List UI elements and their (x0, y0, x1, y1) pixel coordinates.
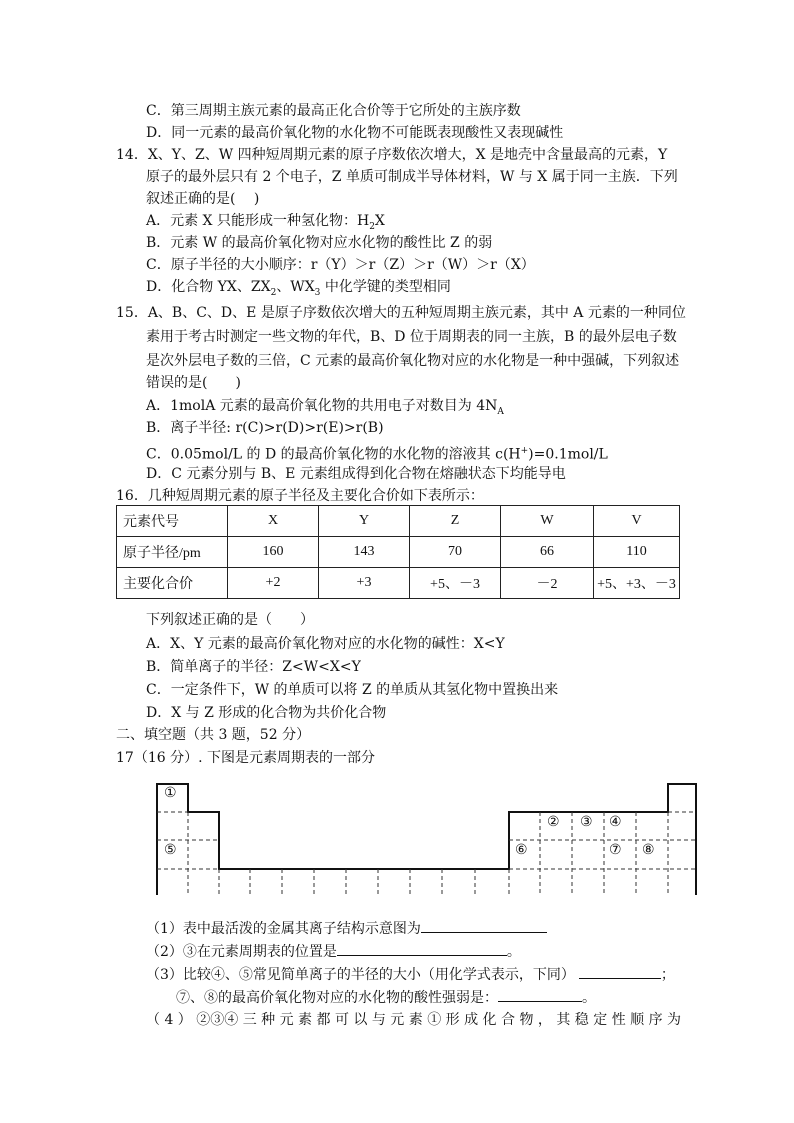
q14-option-d-sub2: 3 (314, 287, 321, 298)
q16-question: 下列叙述正确的是（ ） (146, 612, 314, 628)
q14-option-d (146, 277, 451, 303)
table-header-cell: Y (319, 506, 410, 537)
table-header-row (117, 506, 680, 537)
q14-option-d-text2: 、WX (276, 279, 315, 295)
q13-option-d: D．同一元素的最高价氧化物的水化物不可能既表现酸性又表现碱性 (146, 125, 564, 141)
q16-option-a: A．X、Y 元素的最高价氧化物对应的水化物的碱性：X<Y (146, 636, 505, 652)
element-marker-1: ① (164, 785, 177, 801)
q14-stem-line1: 14．X、Y、Z、W 四种短周期元素的原子序数依次增大，X 是地壳中含量最高的元素，Y (116, 147, 668, 163)
element-marker-2: ② (547, 814, 560, 830)
table-cell: +5、－3 (410, 568, 501, 599)
q17-sub3-end: 。 (582, 990, 596, 1006)
element-marker-8: ⑧ (642, 842, 655, 858)
q14-option-d-text3: 中化学键的类型相同 (320, 279, 451, 295)
table-cell: －2 (501, 568, 594, 599)
table-row (117, 537, 680, 568)
q15-option-c-text1: C．0.05mol/L 的 D 的最高价氧化物的水化物的溶液其 c(H (146, 446, 521, 463)
q14-option-b: B．元素 W 的最高价氧化物对应水化物的酸性比 Z 的弱 (146, 235, 493, 251)
q17-sub2-text: （2）③在元素周期表的位置是 (146, 944, 337, 960)
answer-blank[interactable] (421, 918, 547, 933)
q14-option-d-sub1: 2 (270, 287, 277, 298)
q17-sub2 (146, 941, 521, 962)
table-cell: +3 (319, 568, 410, 599)
q17-sub4: （ 4 ） ②③④ 三 种 元 素 都 可 以 与 元 素 ① 形 成 化 合 物 ， 其 稳 定 性 顺 序 为 (146, 1012, 682, 1028)
table-cell: 70 (410, 537, 501, 568)
q15-option-c-sup: + (520, 446, 529, 456)
q15-option-a-sub: A (497, 406, 504, 417)
table-cell: +2 (228, 568, 319, 599)
section-heading: 二、填空题（共 3 题，52 分） (116, 727, 311, 743)
table-header-cell: X (228, 506, 319, 537)
q17-sub3-text: （3）比较④、⑤常见简单离子的半径的大小（用化学式表示，下同） (146, 967, 575, 983)
q17-sub3 (146, 964, 675, 985)
q15-option-c-text2: )=0.1mol/L (528, 446, 608, 463)
q14-option-a-end: X (374, 213, 385, 229)
q15-option-a-text: A．1molA 元素的最高价氧化物的共用电子对数目为 4N (146, 398, 498, 414)
q15-stem-line3: 是次外层电子数的三倍，C 元素的最高价氧化物对应的水化物是一种中强碱，下列叙述 (146, 353, 680, 369)
q14-stem-line2: 原子的最外层只有 2 个电子，Z 单质可制成半导体材料，W 与 X 属于同一主族．下列 (146, 169, 678, 185)
answer-blank[interactable] (579, 964, 661, 979)
q17-sub1 (146, 918, 547, 939)
element-marker-3: ③ (580, 814, 593, 830)
q17-sub3-line2 (176, 987, 596, 1008)
element-marker-7: ⑦ (609, 842, 622, 858)
q17-sub1-text: （1）表中最活泼的金属其离子结构示意图为 (146, 921, 421, 937)
table-header-cell: 元素代号 (117, 506, 228, 537)
table-header-cell: W (501, 506, 594, 537)
table-cell: 主要化合价 (117, 568, 228, 599)
q17-sub3-semicolon: ； (660, 967, 675, 983)
q13-option-c: C．第三周期主族元素的最高正化合价等于它所处的主族序数 (146, 103, 521, 119)
element-marker-4: ④ (609, 814, 622, 830)
q17-sub3-text2: ⑦、⑧的最高价氧化物对应的水化物的酸性强弱是： (176, 990, 498, 1006)
answer-blank[interactable] (498, 987, 582, 1002)
q17-sub2-end: 。 (506, 944, 521, 960)
q14-option-d-text1: D．化合物 YX、ZX (146, 279, 271, 295)
element-marker-5: ⑤ (164, 842, 177, 858)
table-header-cell: Z (410, 506, 501, 537)
q17-title: 17（16 分）. 下图是元素周期表的一部分 (116, 750, 375, 766)
q16-option-c: C．一定条件下，W 的单质可以将 Z 的单质从其氢化物中置换出来 (146, 682, 559, 698)
table-cell: 160 (228, 537, 319, 568)
answer-blank[interactable] (337, 941, 507, 956)
periodic-table-diagram (150, 778, 702, 902)
table-cell: +5、+3、－3 (594, 568, 680, 599)
q15-stem-line1: 15．A、B、C、D、E 是原子序数依次增大的五种短周期主族元素，其中 A 元素的一种同位 (116, 305, 686, 321)
q16-stem: 16．几种短周期元素的原子半径及主要化合价如下表所示： (116, 488, 484, 504)
element-marker-6: ⑥ (515, 842, 528, 858)
table-header-cell: V (594, 506, 680, 537)
q15-option-d: D．C 元素分别与 B、E 元素组成得到化合物在熔融状态下均能导电 (146, 466, 566, 482)
q15-option-b: B．离子半径: r(C)>r(D)>r(E)>r(B) (146, 420, 384, 436)
q15-option-c (146, 441, 608, 465)
table-cell: 143 (319, 537, 410, 568)
q16-option-d: D．X 与 Z 形成的化合物为共价化合物 (146, 705, 387, 721)
q16-option-b: B．简单离子的半径：Z<W<X<Y (146, 659, 361, 675)
table-cell: 110 (594, 537, 680, 568)
table-cell: 66 (501, 537, 594, 568)
table-cell: 原子半径/pm (117, 537, 228, 568)
table-row (117, 568, 680, 599)
q15-stem-line2: 素用于考古时测定一些文物的年代，B、D 位于周期表的同一主族，B 的最外层电子数 (146, 329, 677, 345)
q14-option-c: C．原子半径的大小顺序：r（Y）＞r（Z）＞r（W）＞r（X） (146, 257, 535, 273)
q14-stem-line3: 叙述正确的是( ) (146, 191, 260, 207)
q15-stem-line4: 错误的是( ) (146, 375, 241, 391)
q14-option-a-sub: 2 (369, 221, 375, 232)
element-table (116, 505, 680, 599)
q14-option-a-text: A．元素 X 只能形成一种氢化物：H (146, 213, 370, 229)
